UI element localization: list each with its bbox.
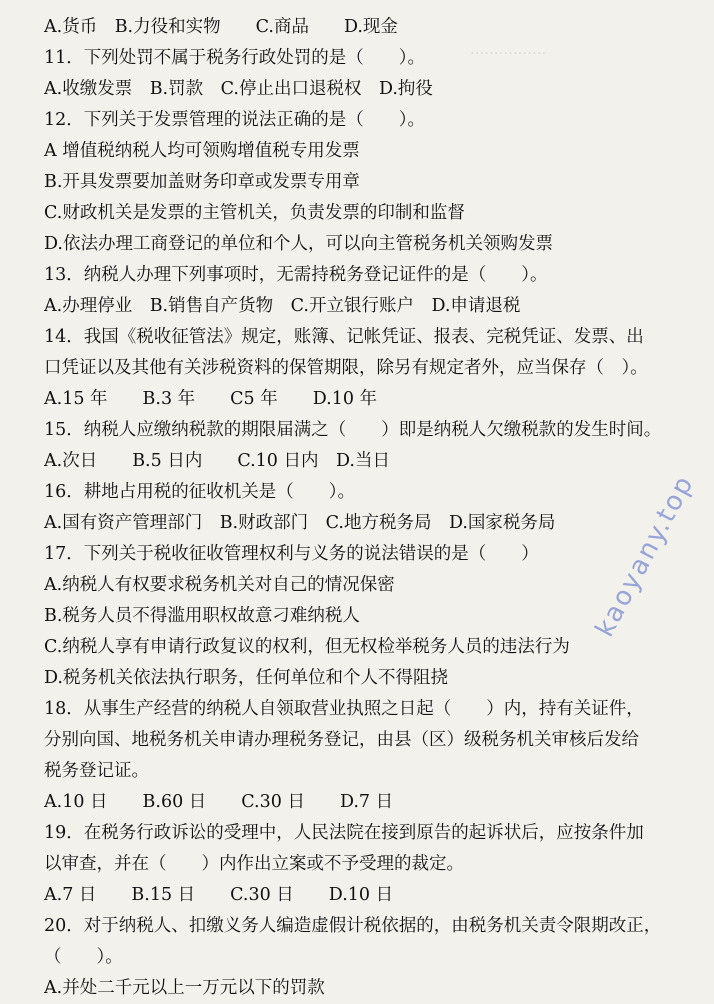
text-line: D.依法办理工商登记的单位和个人，可以向主管税务机关领购发票 <box>44 234 553 254</box>
text-line: 14．我国《税收征管法》规定，账簿、记帐凭证、报表、完税凭证、发票、出 <box>44 327 644 347</box>
text-line: A.7 日 B.15 日 C.30 日 D.10 日 <box>44 885 394 905</box>
text-line: 12．下列关于发票管理的说法正确的是（ ）。 <box>44 110 426 130</box>
text-line: 20．对于纳税人、扣缴义务人编造虚假计税依据的，由税务机关责令限期改正， <box>44 916 662 936</box>
text-line: 11．下列处罚不属于税务行政处罚的是（ ）。 <box>44 48 426 68</box>
text-line: B.税务人员不得滥用职权故意刁难纳税人 <box>44 606 360 626</box>
text-line: 17．下列关于税收征收管理权利与义务的说法错误的是（ ） <box>44 544 539 564</box>
text-line: 15．纳税人应缴纳税款的期限届满之（ ）即是纳税人欠缴税款的发生时间。 <box>44 420 662 440</box>
text-line: A.国有资产管理部门 B.财政部门 C.地方税务局 D.国家税务局 <box>44 513 556 533</box>
text-line: 13．纳税人办理下列事项时，无需持税务登记证件的是（ ）。 <box>44 265 548 285</box>
text-line: 16．耕地占用税的征收机关是（ ）。 <box>44 482 356 502</box>
text-line: B.开具发票要加盖财务印章或发票专用章 <box>44 172 360 192</box>
text-line: A.办理停业 B.销售自产货物 C.开立银行账户 D.申请退税 <box>44 296 521 316</box>
text-line: A.15 年 B.3 年 C5 年 D.10 年 <box>44 389 378 409</box>
text-line: A.并处二千元以上一万元以下的罚款 <box>44 978 325 998</box>
text-line: 19．在税务行政诉讼的受理中，人民法院在接到原告的起诉状后，应按条件加 <box>44 823 644 843</box>
bleed-through-text: ................ <box>470 40 547 58</box>
text-line: A.货币 B.力役和实物 C.商品 D.现金 <box>44 17 398 37</box>
text-line: 口凭证以及其他有关涉税资料的保管期限，除另有规定者外，应当保存（ ）。 <box>44 358 648 378</box>
text-line: A.次日 B.5 日内 C.10 日内 D.当日 <box>44 451 390 471</box>
text-line: A 增值税纳税人均可领购增值税专用发票 <box>44 141 360 161</box>
text-line: A.纳税人有权要求税务机关对自己的情况保密 <box>44 575 395 595</box>
text-line: C.财政机关是发票的主管机关，负责发票的印制和监督 <box>44 203 465 223</box>
text-line: 分别向国、地税务机关申请办理税务登记，由县（区）级税务机关审核后发给 <box>44 730 639 750</box>
text-line: 税务登记证。 <box>44 761 149 781</box>
text-line: A.10 日 B.60 日 C.30 日 D.7 日 <box>44 792 394 812</box>
question-list <box>44 12 686 1004</box>
watermark-text: kaoyany.top <box>590 470 701 642</box>
text-line: A.收缴发票 B.罚款 C.停止出口退税权 D.拘役 <box>44 79 433 99</box>
text-line: （ ）。 <box>44 947 123 967</box>
text-line: 以审查，并在（ ）内作出立案或不予受理的裁定。 <box>44 854 464 874</box>
text-line: C.纳税人享有申请行政复议的权利，但无权检举税务人员的违法行为 <box>44 637 570 657</box>
text-line: D.税务机关依法执行职务，任何单位和个人不得阻挠 <box>44 668 448 688</box>
text-line: 18．从事生产经营的纳税人自领取营业执照之日起（ ）内，持有关证件， <box>44 699 644 719</box>
